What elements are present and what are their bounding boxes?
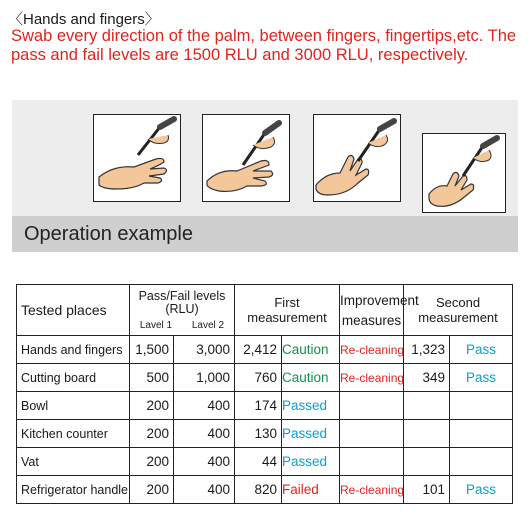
cell-level1: 200	[130, 448, 174, 476]
cell-level1: 200	[130, 476, 174, 504]
cell-first-value: 130	[235, 420, 282, 448]
cell-level1: 200	[130, 392, 174, 420]
swab-fingertips-closeup-photo	[422, 133, 506, 213]
section-title: 〈Hands and fingers〉	[8, 11, 160, 28]
cell-second-value	[404, 420, 450, 448]
header-first-line2: measurement	[247, 310, 327, 325]
results-table	[16, 284, 513, 504]
cell-second-value: 1,323	[404, 336, 450, 364]
cell-first-value: 44	[235, 448, 282, 476]
cell-tested-place: Kitchen counter	[17, 420, 130, 448]
cell-tested-place: Cutting board	[17, 364, 130, 392]
cell-first-status: Passed	[282, 392, 340, 420]
cell-tested-place: Hands and fingers	[17, 336, 130, 364]
cell-level1: 500	[130, 364, 174, 392]
header-levels-line2: (RLU)	[165, 301, 199, 316]
cell-level2: 400	[174, 420, 235, 448]
cell-second-value: 101	[404, 476, 450, 504]
cell-first-value: 820	[235, 476, 282, 504]
cell-tested-place: Vat	[17, 448, 130, 476]
table-row	[17, 392, 513, 420]
table-row	[17, 448, 513, 476]
cell-second-status: Pass	[450, 364, 513, 392]
cell-improvement	[340, 392, 404, 420]
header-level2: Lavel 2	[191, 319, 225, 331]
cell-second-status	[450, 392, 513, 420]
cell-first-value: 174	[235, 392, 282, 420]
cell-level1: 1,500	[130, 336, 174, 364]
cell-first-status: Caution	[282, 336, 340, 364]
cell-improvement: Re-cleaning	[340, 476, 404, 504]
header-improvement-line2: measures	[341, 312, 402, 328]
cell-second-status	[450, 420, 513, 448]
cell-level2: 3,000	[174, 336, 235, 364]
header-level1: Lavel 1	[139, 319, 173, 331]
cell-second-status	[450, 448, 513, 476]
table-row	[17, 420, 513, 448]
cell-level2: 400	[174, 476, 235, 504]
swab-fingertips-photo	[313, 114, 401, 202]
cell-first-value: 760	[235, 364, 282, 392]
header-first-measurement	[235, 285, 340, 336]
table-header-row	[17, 285, 513, 336]
cell-first-status: Passed	[282, 448, 340, 476]
operation-title: Operation example	[24, 223, 193, 245]
header-second-measurement	[404, 285, 513, 336]
cell-level2: 400	[174, 448, 235, 476]
cell-second-value	[404, 448, 450, 476]
swab-instructions: Swab every direction of the palm, between fingers, fingertips,etc. The pass and fail levels are 1500 RLU and 3000 RLU, respectively.	[11, 27, 517, 64]
cell-tested-place: Refrigerator handle	[17, 476, 130, 504]
header-first-line1: First	[274, 295, 300, 310]
header-improvement-measures	[340, 285, 419, 336]
cell-second-value	[404, 392, 450, 420]
cell-first-status: Caution	[282, 364, 340, 392]
header-levels-line1: Pass/Fail levels	[138, 288, 226, 303]
cell-second-status: Pass	[450, 476, 513, 504]
header-second-line2: measurement	[418, 310, 498, 325]
cell-first-value: 2,412	[235, 336, 282, 364]
table-row	[17, 476, 513, 504]
header-second-line1: Second	[435, 295, 481, 310]
cell-first-status: Failed	[282, 476, 340, 504]
header-pass-fail-levels	[130, 285, 235, 336]
cell-level2: 400	[174, 392, 235, 420]
swab-between-fingers-photo	[202, 114, 290, 202]
cell-second-value: 349	[404, 364, 450, 392]
cell-level2: 1,000	[174, 364, 235, 392]
cell-second-status: Pass	[450, 336, 513, 364]
header-tested-places: Tested places	[17, 285, 130, 336]
swab-palm-photo	[93, 114, 181, 202]
cell-improvement	[340, 448, 404, 476]
table-row	[17, 336, 513, 364]
cell-tested-place: Bowl	[17, 392, 130, 420]
header-improvement-line1: Improvement	[340, 292, 419, 308]
cell-improvement	[340, 420, 404, 448]
table-row	[17, 364, 513, 392]
cell-improvement: Re-cleaning	[340, 364, 404, 392]
cell-improvement: Re-cleaning	[340, 336, 404, 364]
cell-first-status: Passed	[282, 420, 340, 448]
cell-level1: 200	[130, 420, 174, 448]
